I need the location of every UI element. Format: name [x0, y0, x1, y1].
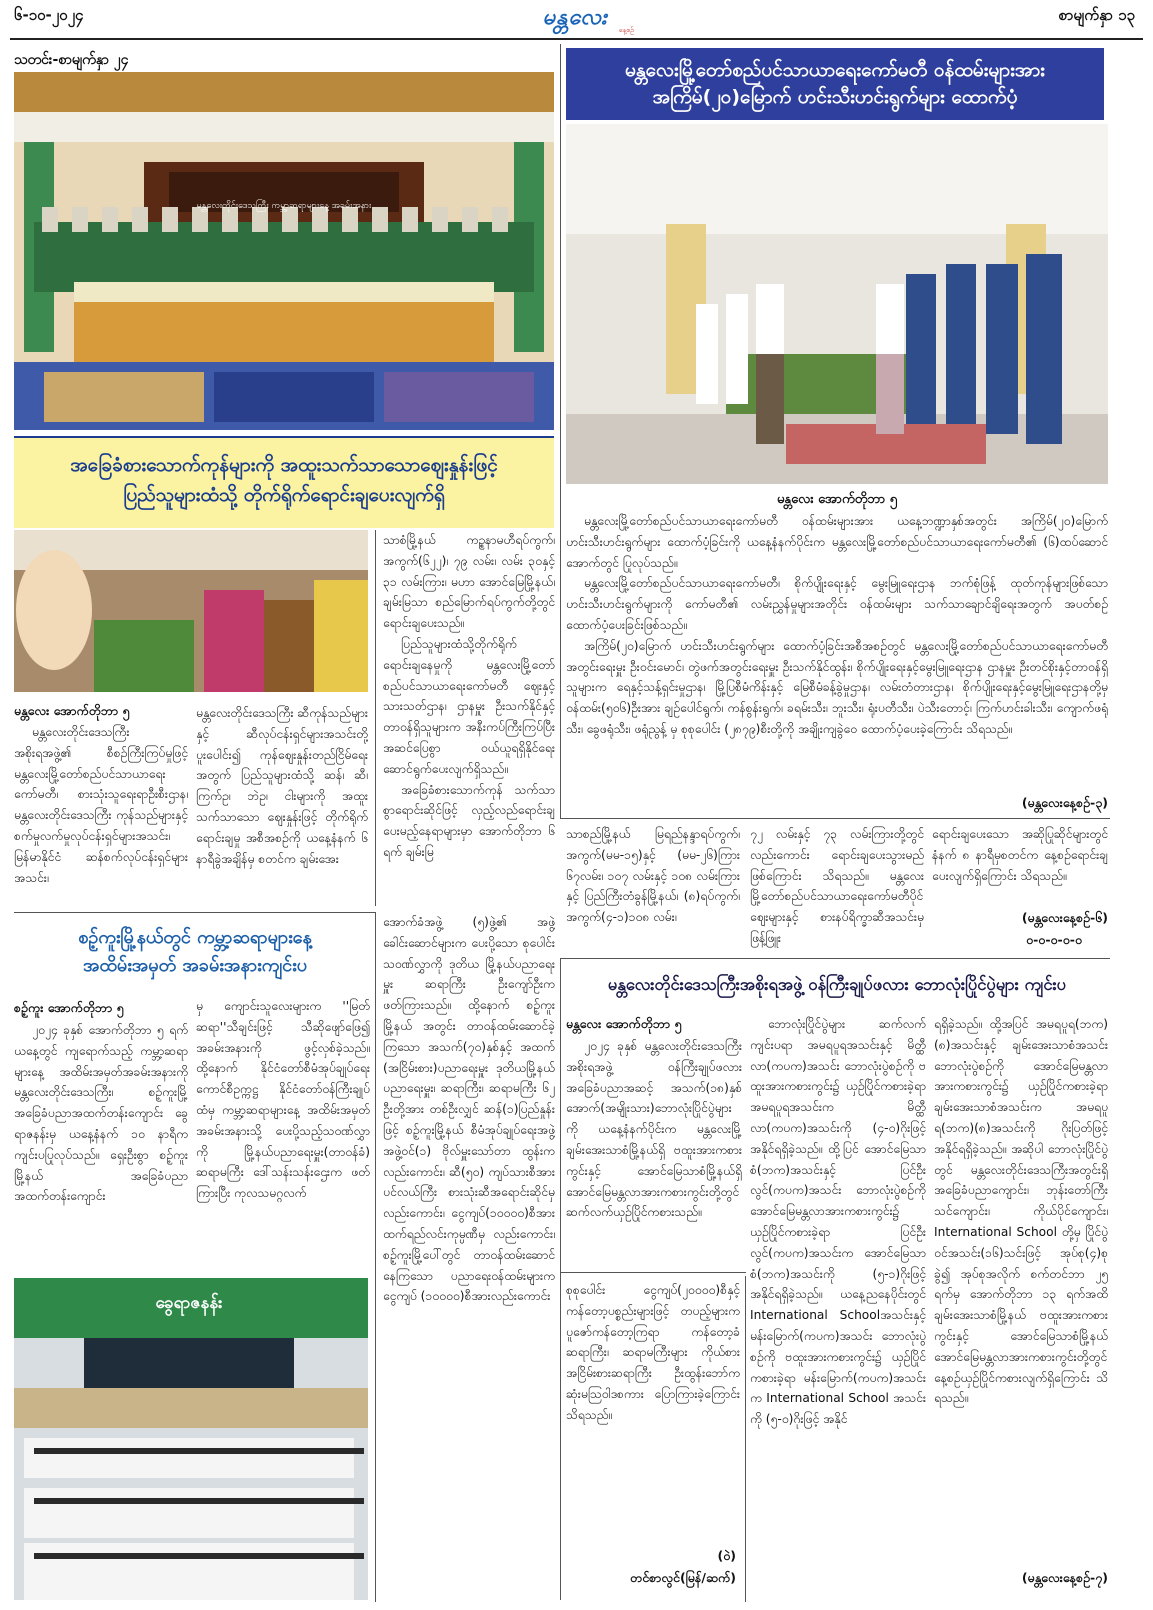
- issue-date: ၆-၁၀-၂၀၂၄: [14, 6, 84, 24]
- market-source: (မန္တလေးနေ့စဉ်-၆): [1021, 910, 1108, 925]
- masthead-title: မန္တလေး: [542, 4, 608, 30]
- market-headline: [14, 436, 554, 528]
- teachers-hall-photo: [14, 1278, 368, 1600]
- teachers-source-a: (ဝဲ): [717, 1548, 736, 1563]
- section-rule: [560, 818, 1110, 819]
- market-col2: [196, 703, 368, 906]
- teachers-paragraph: အောက်ခံအဖွဲ့ (၅)ဖွဲ့၏ အဖွဲ့ ခေါင်းဆောင်များက ပေးပို့သော စုပေါင်းသဝဏ်လွှာကို ဒုတိယ မြို့နယ်ပညာရေးမှူး ဆရာကြီး ဦးကျော်ဦးက ဖတ်ကြားသည်။ ထို့နောက် စဉ့်ကူးမြို့နယ် အတွင်း တာဝန်ထမ်းဆောင်ခဲ့ကြသော အသက်(၇၀)နှစ်နှင့် အထက် (အငြိမ်းစား)ပညာရေးမှူး ဒုတိယမြို့နယ်ပညာရေးမှူး၊ ဆရာကြီး၊ ဆရာမကြီး ၆၂ ဦးတို့အား တစ်ဦးလျှင် ဆန်(၁)ပြည်နှုန်းဖြင့် စဉ့်ကူးမြို့နယ် စီမံအုပ်ချုပ်ရေးအဖွဲ့ အဖွဲ့ဝင်(၁) ဗိုလ်မှူးသော်တာ ထွန်းကလည်းကောင်း၊ ဆီ(၅၀) ကျပ်သားစီအား ပင်လယ်ကြီး စားသုံးဆီအရောင်းဆိုင်မှ လည်းကောင်း၊ ငွေကျပ်(၁၀၀၀၀)စီအား ထက်ရည်လင်းကုမ္ပဏီမှ လည်းကောင်း၊ စဉ့်ကူးမြို့ပေါ်တွင် တာဝန်ထမ်းဆောင်နေကြသော ပညာရေးဝန်ထမ်းများက ငွေကျပ် (၁၀၀၀၀)စီအားလည်းကောင်း: [383, 915, 555, 1304]
- teachers-col1: [14, 1020, 188, 1270]
- vegetables-headline-line1: မန္တလေးမြို့တော်စည်ပင်သာယာရေးကော်မတီ ဝန်ထမ်းများအား: [625, 59, 1045, 81]
- continued-label: သတင်း-စာမျက်နှာ ၂၄: [14, 52, 129, 68]
- photo-banner-text: မန္တလေးတိုင်းဒေသကြီး ကမ္ဘာ့ဆရာများနေ့ အခမ်းအနား: [196, 201, 372, 211]
- market-paragraph: မန္တလေးတိုင်းဒေသကြီး ဆီကုန်သည်များနှင့် ဆီလုပ်ငန်းရှင်များအသင်းတို့ပူးပေါင်း၍ ကုန်ဈေးနှုန်းတည်ငြိမ်ရေးအတွက် ပြည်သူများထံသို့ ဆန်၊ ဆီ၊ ကြက်ဥ၊ ဘဲဥ၊ ငါးများကို အထူးသက်သာသော ဈေးနှုန်းဖြင့် တိုက်ရိုက်ရောင်းချမှု အစီအစဉ်ကို ယနေ့နံနက် ၆ နာရီခွဲအချိန်မှ စတင်က ချမ်းအေး: [196, 706, 368, 866]
- section-rule: [560, 958, 1110, 959]
- market-paragraph: ပြည်သူများထံသို့တိုက်ရိုက် ရောင်းချနေမှုကို မန္တလေးမြို့တော်စည်ပင်သာယာရေးကော်မတီ ဈေးနှင့်သားသတ်ဌာန၊ ဌာနမှူး ဦးသက်နိုင်နှင့် တာဝန်ရှိသူများက အနီးကပ်ကြီးကြပ်ပြီးအဆင်ပြေစွာ ဝယ်ယူရရှိနိုင်ရေးဆောင်ရွက်ပေးလျက်ရှိသည်။: [383, 636, 555, 776]
- market-paragraph: သာစည်မြို့နယ် မြရည်နန္ဒာရပ်ကွက်၊ အကွက်(မမ-၁၅)နှင့် (မမ-၂၆)ကြား ၆၇လမ်း၊ ၁၀၇ လမ်းနှင့် ၁၀၈ လမ်းကြားနှင့် ပြည်ကြီးတံခွန်မြို့နယ်၊ (၈)ရပ်ကွက်၊ အကွက်(၄-၁)၁၀၈ လမ်း၊: [566, 827, 740, 925]
- sports-paragraph: ၂၀၂၄ ခုနှစ် မန္တလေးတိုင်းဒေသကြီးအစိုးရအဖွဲ့ ဝန်ကြီးချုပ်ဖလား အခြေခံပညာအဆင့် အသက်(၁၈)နှစ်အောက်(အမျိုးသား)ဘောလုံးပြိုင်ပွဲများကို ယနေ့နံနက်ပိုင်းက မန္တလေးမြို့ ချမ်းအေးသာစံမြို့နယ်ရှိ ဗထူးအားကစားကွင်းနှင့် အောင်မြေသာစံမြို့နယ်ရှိ အောင်မြေမန္တလာအားကစားကွင်းတို့တွင် ဆက်လက်ယှဉ်ပြိုင်ကစားသည်။: [566, 1039, 742, 1220]
- vegetables-photo: [566, 124, 1108, 484]
- market-headline-line1: အခြေခံစားသောက်ကုန်များကို အထူးသက်သာသောဈေးနှုန်းဖြင့်: [70, 454, 498, 476]
- teachers-col4: [566, 1280, 740, 1512]
- hall-banner-text: ခွေရာဇနန်း: [155, 1293, 223, 1313]
- teachers-col2: [196, 996, 370, 1270]
- column-rule: [745, 1276, 746, 1602]
- market-paragraph: ရောင်းချပေးသော အဆိုပြုဆိုင်များတွင် နံနက် ၈ နာရီမှစတင်က နေ့စဉ်ရောင်းချပေးလျက်ရှိကြောင်း သိရသည်။: [932, 827, 1108, 883]
- teachers-byline: စဉ့်ကူး အောက်တိုဘာ ၅: [14, 1000, 124, 1015]
- teachers-headline-line2: အထိမ်းအမှတ် အခမ်းအနားကျင်းပ: [83, 955, 307, 976]
- section-rule: [14, 912, 376, 913]
- market-col1: [14, 722, 188, 906]
- teachers-paragraph: စုစုပေါင်း ငွေကျပ်(၂၀၀၀၀)စီနှင့် ကန်တော့ပစ္စည်းများဖြင့် တပည့်များက ပူဇော်ကန်တော့ကြရာ ကန်တော့ခံဆရာကြီး၊ ဆရာမကြီးများ ကိုယ်စား အငြိမ်းစားဆရာကြီး ဦးထွန်းဘော်က ဆုံးမဩဝါဒစကား ပြောကြားခဲ့ကြောင်း သိရသည်။: [566, 1283, 740, 1422]
- sports-paragraph: ဘောလုံးပြိုင်ပွဲများ ဆက်လက်ကျင်းပရာ အမရပူရအသင်းနှင့် မိတ္ထီလာ(ကပက)အသင်း ဘောလုံးပွဲစဉ်ကို ဗထူးအားကစားကွင်း၌ ယှဉ်ပြိုင်ကစားခဲ့ရာ အမရပူရအသင်းက မိတ္ထီလာ(ကပက)အသင်းကို (၄-၀)ဂိုးဖြင့် အနိုင်ရရှိခဲ့သည်။ ထို့ပြင် အောင်မြေသာစံ(ဘက)အသင်းနှင့် ပြင်ဦးလွင်(ကပက)အသင်း ဘောလုံးပွဲစဉ်ကို အောင်မြေမန္တလာအားကစားကွင်း၌ ယှဉ်ပြိုင်ကစားခဲ့ရာ ပြင်ဦးလွင်(ကပက)အသင်းက အောင်မြေသာစံ(ဘက)အသင်းကို (၅-၁)ဂိုးဖြင့် အနိုင်ရရှိခဲ့သည်။ ယနေ့ညနေပိုင်းတွင် International Schoolအသင်းနှင့် မန်းမြောက်(ကပက)အသင်း ဘောလုံးပွဲစဉ်ကို ဗထူးအားကစားကွင်း၌ ယှဉ်ပြိုင်ကစားခဲ့ရာ မန်းမြောက်(ကပက)အသင်းက International School အသင်းကို (၅-၀)ဂိုးဖြင့် အနိုင်: [750, 1017, 926, 1427]
- market-col6: [932, 824, 1108, 908]
- teachers-headline: [14, 924, 376, 980]
- teachers-day-photo: [14, 72, 554, 430]
- column-rule: [375, 912, 376, 1602]
- teachers-col3: [383, 912, 555, 1600]
- vegetables-headline-line2: အကြိမ်(၂၀)မြောက် ဟင်းသီးဟင်းရွက်များ ထောက်ပံ့: [652, 86, 1018, 108]
- sports-col1: [566, 1036, 742, 1268]
- sports-source: (မန္တလေးနေ့စဉ်-၇): [1021, 1570, 1108, 1585]
- sports-headline: မန္တလေးတိုင်းဒေသကြီးအစိုးရအဖွဲ့ ဝန်ကြီးချုပ်ဖလား ဘောလုံးပြိုင်ပွဲများ ကျင်းပ: [607, 975, 1067, 994]
- sports-paragraph: ရရှိခဲ့သည်။ ထို့အပြင် အမရပူရ(ဘက)(၈)အသင်းနှင့် ချမ်းအေးသာစံအသင်း ဘောလုံးပွဲစဉ်ကို အောင်မြေမန္တလာအားကစားကွင်း၌ ယှဉ်ပြိုင်ကစားခဲ့ရာ ချမ်းအေးသာစံအသင်းက အမရပူရ(ဘက)(၈)အသင်းကို ဂိုးပြတ်ဖြင့် အနိုင်ရရှိခဲ့သည်။ အဆိုပါ ဘောလုံးပြိုင်ပွဲတွင် မန္တလေးတိုင်းဒေသကြီးအတွင်းရှိ အခြေခံပညာကျောင်း၊ ဘုန်းတော်ကြီးသင်ကျောင်း၊ ကိုယ်ပိုင်ကျောင်း၊ International School တို့မှ ပြိုင်ပွဲဝင်အသင်း(၁၆)သင်းဖြင့် အုပ်စု(၄)စုခွဲ၍ အုပ်စုအလိုက် စက်တင်ဘာ ၂၅ ရက်မှ အောက်တိုဘာ ၁၃ ရက်အထိ ချမ်းအေးသာစံမြို့နယ် ဗထူးအားကစားကွင်းနှင့် အောင်မြေသာစံမြို့နယ် အောင်မြေမန္တလာအားကစားကွင်းတို့တွင် နေ့စဉ်ယှဉ်ပြိုင်ကစားလျက်ရှိကြောင်း သိရသည်။: [934, 1017, 1108, 1406]
- teachers-source-b: တင်စာလွင်(မြန်/ဆက်): [630, 1570, 736, 1585]
- vegetables-paragraph: အကြိမ်(၂၀)မြောက် ဟင်းသီးဟင်းရွက်များ ထောက်ပံ့ခြင်းအစီအစဉ်တွင် မန္တလေးမြို့တော်စည်ပင်သာယာရေးကော်မတီ အတွင်းရေးမှူး ဦးဝင်းမောင်၊ တွဲဖက်အတွင်းရေးမှူး ဦးသက်နိုင်ထွန်း၊ စိုက်ပျိုးရေးနှင့်မွေးမြူရေးဌာန ဌာနမှူး ဦးတင်စိုးနှင့်တာဝန်ရှိသူများက ရေနှင့်သန့်ရှင်းမှုဌာန၊ မြို့ပြစီမံကိန်းနှင့် မြေစီမံခန့်ခွဲမှုဌာန၊ လမ်းတံတားဌာန၊ စိုက်ပျိုးရေးနှင့်မွေးမြူရေးဌာနတို့မှ ဝန်ထမ်း(၅၀၆)ဦးအား ချဉ်ပေါင်ရွက်၊ ကန်စွန်းရွက်၊ ခရမ်းသီး၊ ဘူးသီး၊ ရုံးပတီသီး၊ ပဲသီးတောင့်၊ ကြက်ဟင်းခါးသီး၊ ကျောက်ဖရုံသီး၊ ခွေဖရုံသီး၊ ဖရုံညွန့် မှ စုစုပေါင်း (၂၈၇၉)စီးတို့ကို အချိုးကျခွဲဝေ ထောက်ပံ့ပေးခဲ့ကြောင်း သိရသည်။: [566, 638, 1108, 736]
- market-paragraph: မန္တလေးတိုင်းဒေသကြီး အစိုးရအဖွဲ့၏ စီစဉ်ကြီးကြပ်မှုဖြင့် မန္တလေးမြို့တော်စည်ပင်သာယာရေးကော်မတီ၊ စားသုံးသူရေးရာဦးစီးဌာန၊ မန္တလေးတိုင်းဒေသကြီး ကုန်သည်များနှင့် စက်မှုလက်မှုလုပ်ငန်းရှင်များအသင်း၊ မြန်မာနိုင်ငံ ဆန်စက်လုပ်ငန်းရှင်များအသင်း၊: [14, 725, 188, 885]
- column-rule: [375, 530, 376, 906]
- market-end-mark: ၀-၀-၀-၀-၀: [1026, 932, 1082, 947]
- market-photo: [14, 530, 368, 692]
- masthead-subtitle: နေ့စဉ်: [618, 26, 634, 34]
- market-byline: မန္တလေး အောက်တိုဘာ ၅: [14, 703, 130, 718]
- market-paragraph: အခြေခံစားသောက်ကုန် သက်သာစွာရောင်းဆိုင်ဖြင့် လှည့်လည်ရောင်းချပေးမည့်နေရာများမှာ အောက်တိုဘာ ၆ ရက် ချမ်းမြ: [383, 782, 555, 859]
- vegetables-paragraph: မန္တလေးမြို့တော်စည်ပင်သာယာရေးကော်မတီ၊ စိုက်ပျိုးရေးနှင့် မွေးမြူရေးဌာန ဘက်စုံဖြန့် ထုတ်ကုန်များဖြစ်သော ဟင်းသီးဟင်းရွက်များကို ကော်မတီ၏ လမ်းညွှန်မှုများအတိုင်း ဝန်ထမ်းများ သက်သာချောင်ချိရေးအတွက် အပတ်စဉ် ထောက်ပံ့ပေးခြင်းဖြစ်သည်။: [566, 576, 1108, 632]
- header-rule: [10, 38, 1143, 40]
- market-paragraph: သာစံမြို့နယ် ကဥ္စနာမဟီရပ်ကွက်၊ အကွက်(၆၂၂)၊ ၇၉ လမ်း၊ လမ်း ၃၀နှင့် ၃၁ လမ်းကြား၊ မဟာ အောင်မြေမြို့နယ်၊ ချမ်းမြသာ စည်မြောက်ရပ်ကွက်တို့တွင် ရောင်းချပေးသည်။: [383, 533, 555, 631]
- teachers-paragraph: ၂၀၂၄ ခုနှစ် အောက်တိုဘာ ၅ ရက် ယနေ့တွင် ကျရောက်သည့် ကမ္ဘာ့ဆရာများနေ့ အထိမ်းအမှတ်အခမ်းအနားကို မန္တလေးတိုင်းဒေသကြီး၊ စဉ့်ကူးမြို့ အခြေခံပညာအထက်တန်းကျောင်း ခွေရာဇနန်းမှ ယနေ့နံနက် ၁၀ နာရီက ကျင်းပပြုလုပ်သည်။ ရှေးဦးစွာ စဉ့်ကူးမြို့နယ် အခြေခံပညာအထက်တန်းကျောင်း: [14, 1023, 188, 1204]
- market-col5: [750, 824, 924, 952]
- sports-col2: [750, 1014, 926, 1596]
- vegetables-body: [566, 511, 1108, 793]
- teachers-headline-line1: စဉ့်ကူးမြို့နယ်တွင် ကမ္ဘာ့ဆရာများနေ့: [78, 927, 312, 948]
- market-col4: [566, 824, 740, 952]
- sports-byline: မန္တလေး အောက်တိုဘာ ၅: [566, 1016, 682, 1031]
- sports-col3: [934, 1014, 1108, 1562]
- column-rule: [560, 44, 561, 819]
- column-rule: [560, 958, 561, 1600]
- vegetables-source: (မန္တလေးနေ့စဉ်-၃): [1021, 795, 1108, 810]
- vegetables-headline: [566, 48, 1104, 120]
- market-headline-line2: ပြည်သူများထံသို့ တိုက်ရိုက်ရောင်းချပေးလျက်ရှိ: [123, 484, 445, 506]
- section-rule: [560, 1272, 746, 1273]
- vegetables-paragraph: မန္တလေးမြို့တော်စည်ပင်သာယာရေးကော်မတီ ဝန်ထမ်းများအား ယနေ့ဘဏ္ဍာနှစ်အတွင်း အကြိမ်(၂၀)မြောက် ဟင်းသီးဟင်းရွက်များ ထောက်ပံ့ခြင်းကို ယနေ့နံနက်ပိုင်းက မန္တလေးမြို့တော်စည်ပင်သာယာရေးကော်မတီ၏ (၆)ထပ်ဆောင်အောက်တွင် ပြုလုပ်သည်။: [566, 514, 1108, 570]
- masthead-logo: [510, 2, 640, 38]
- page-number: စာမျက်နှာ ၁၃: [1058, 6, 1135, 24]
- market-paragraph: ၇၂ လမ်းနှင့် ၇၃ လမ်းကြားတို့တွင် လည်းကောင်း ရောင်းချပေးသွားမည်ဖြစ်ကြောင်း သိရသည်။ မန္တလေးမြို့တော်စည်ပင်သာယာရေးကော်မတီပိုင်ဈေးများနှင့် စားနပ်ရိက္ခာဆီအသင်းမှ ဖြန့်ဖြူး: [750, 827, 924, 945]
- teachers-paragraph: မှ ကျောင်းသူလေးများက ''မြတ်ဆရာ''သီချင်းဖြင့် သီဆိုဖျော်ဖြေ၍ အခမ်းအနားကို ဖွင့်လှစ်ခဲ့သည်။ ထို့နောက် နိုင်ငံတော်စီမံအုပ်ချုပ်ရေးကောင်စီဥက္ကဋ္ဌ နိုင်ငံတော်ဝန်ကြီးချုပ်ထံမှ ကမ္ဘာ့ဆရာများနေ့ အထိမ်းအမှတ်အခမ်းအနားသို့ ပေးပို့သည့်သဝဏ်လွှာကို မြို့နယ်ပညာရေးမှူး(တာဝန်ခံ) ဆရာမကြီး ဒေါ်သန်းသန်းဌေးက ဖတ်ကြားပြီး ကုလသမဂ္ဂလက်: [196, 999, 370, 1201]
- market-col3: [383, 530, 555, 906]
- vegetables-caption: မန္တလေး အောက်တိုဘာ ၅: [776, 492, 898, 507]
